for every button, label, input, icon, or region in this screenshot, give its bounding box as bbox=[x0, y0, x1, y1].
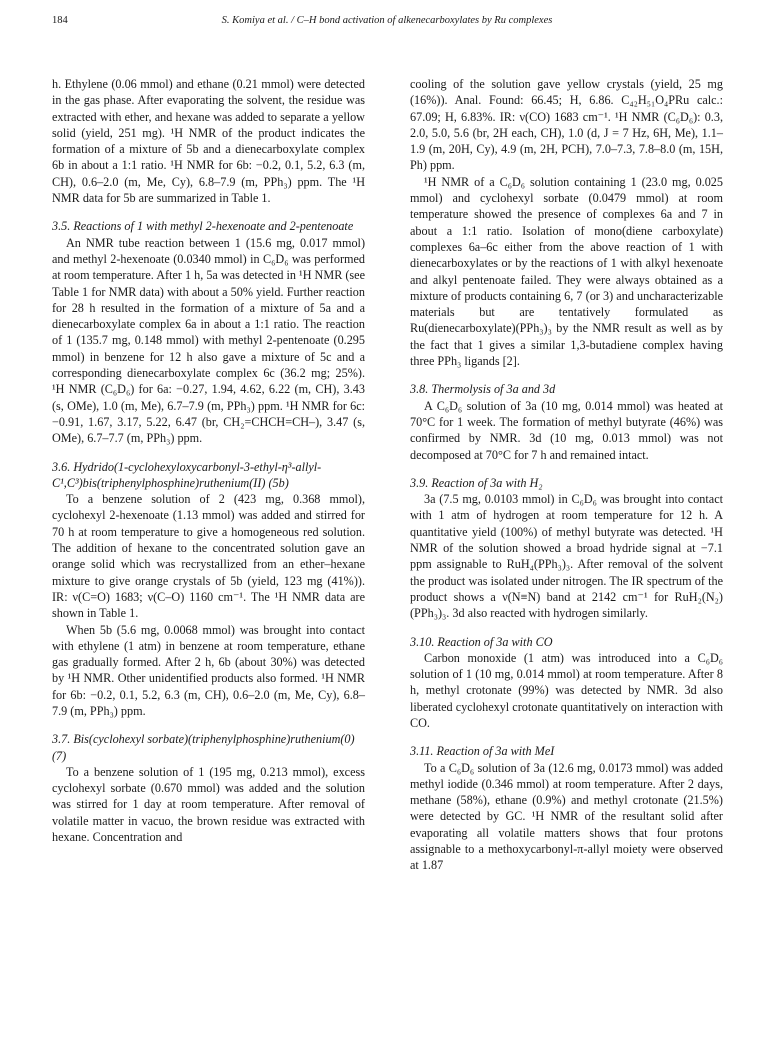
page-number: 184 bbox=[52, 15, 68, 26]
body-paragraph: An NMR tube reaction between 1 (15.6 mg, 0.017 mmol) and methyl 2-hexenoate (0.0340 mmol) in C₆D₆ was performed at room temperature. After 1 h, 5a was detected in ¹H NMR (see Table 1 for NMR data) with about a 50% yield. Further reaction for 28 h resulted in the formation of a mixture of 5a and a dienecarboxylate complex 6a in about a 1:1 ratio. The reaction of 1 (135.7 mg, 0.148 mmol) with methyl 2-pentenoate (0.295 mmol) in benzene for 12 h also gave a mixture of 5c and a corresponding dienecarboxylate complex 6c (36.2 mg; 25%). ¹H NMR (C₆D₆) for 6a: −0.27, 1.94, 4.62, 6.22 (m, CH), 3.43 (s, OMe), 1.0 (m, Me), 6.7–7.9 (m, PPh₃) ppm. ¹H NMR for 6c: −0.91, 1.67, 3.17, 5.22, 6.47 (br, CH₂=CHCH=CH–), 3.47 (s, OMe), 6.7–7.7 (m, PPh₃) ppm. bbox=[52, 235, 365, 446]
page-header bbox=[52, 15, 722, 35]
left-column bbox=[52, 76, 365, 845]
body-paragraph: To a benzene solution of 2 (423 mg, 0.368 mmol), cyclohexyl 2-hexenoate (1.13 mmol) was added and stirred for 70 h at room temperature to give a homogeneous red solution. The addition of hexane to the concentrated solution gave an orange solid which was recrystallized from an ether–hexane mixture to give orange crystals of 5b (yield, 123 mg (41%)). IR: ν(C=O) 1683; ν(C–O) 1160 cm⁻¹. The ¹H NMR data are shown in Table 1. bbox=[52, 492, 365, 621]
body-paragraph: To a benzene solution of 1 (195 mg, 0.213 mmol), excess cyclohexyl sorbate (0.670 mmol) was added and the solution was stirred for 1 day at room temperature. After removal of volatile matter in vacuo, the brown residue was extracted with hexane. Concentration and bbox=[52, 764, 365, 845]
body-paragraph: To a C₆D₆ solution of 3a (12.6 mg, 0.0173 mmol) was added methyl iodide (0.346 mmol) at room temperature. After 2 days, methane (58%), ethane (0.9%) and methyl crotonate (21.5%) were detected by GC. ¹H NMR of the resultant solid after evaporating all volatile matters shows that four protons assignable to a methoxycarbonyl-π-allyl moiety were observed at 1.87 bbox=[410, 760, 723, 873]
section-heading: 3.5. Reactions of 1 with methyl 2-hexenoate and 2-pentenoate bbox=[52, 219, 354, 234]
body-paragraph: 3a (7.5 mg, 0.0103 mmol) in C₆D₆ was brought into contact with 1 atm of hydrogen at room temperature for 12 h. A quantitative yield (100%) of methyl butyrate was detected. ¹H NMR of the solution showed a broad hydride signal at −7.1 ppm assignable to RuH₄(PPh₃)₃. After removal of the solvent the product was isolated under nitrogen. The IR spectrum of the product shows a ν(N≡N) band at 2142 cm⁻¹ for RuH₂(N₂)(PPh₃)₃. 3d also reacted with hydrogen similarly. bbox=[410, 492, 723, 621]
section-heading: 3.9. Reaction of 3a with H₂ bbox=[410, 475, 543, 490]
section-heading: 3.6. Hydrido(1-cyclohexyloxycarbonyl-3-ethyl-η³-allyl-C¹,C³)bis(triphenylphosphine)ruthenium(II) (5b) bbox=[52, 459, 322, 490]
body-paragraph: h. Ethylene (0.06 mmol) and ethane (0.21 mmol) were detected in the gas phase. After evaporating the solvent, the residue was extracted with ether, and hexane was added to separate a yellow solid (yield, 251 mg). ¹H NMR of the product indicates the formation of a mixture of 5b and a dienecarboxylate complex 6b in about a 1:1 ratio. ¹H NMR for 6b: −0.2, 0.1, 5.2, 6.3 (m, CH), 0.6–2.0 (m, Me, Cy), 6.8–7.9 (m, PPh₃) ppm. The ¹H NMR data for 5b are summarized in Table 1. bbox=[52, 77, 365, 206]
right-column bbox=[410, 76, 723, 874]
body-paragraph: Carbon monoxide (1 atm) was introduced into a C₆D₆ solution of 1 (10 mg, 0.014 mmol) at room temperature. After 8 h, methyl crotonate (99%) was detected by NMR. 3d also liberated cyclohexyl crotonate quantitatively on interaction with CO. bbox=[410, 650, 723, 730]
section-heading: 3.11. Reaction of 3a with MeI bbox=[410, 744, 555, 759]
section-heading: 3.7. Bis(cyclohexyl sorbate)(triphenylphosphine)ruthenium(0) (7) bbox=[52, 732, 355, 763]
running-head: S. Komiya et al. / C–H bond activation of alkenecarboxylates by Ru complexes bbox=[221, 15, 553, 26]
body-paragraph: When 5b (5.6 mg, 0.0068 mmol) was brought into contact with ethylene (1 atm) in benzene at room temperature, ethane gas gradually formed. After 2 h, 6b (about 30%) was detected by ¹H NMR. Other unidentified products also formed. ¹H NMR for 6b: −0.2, 0.1, 5.2, 6.3 (m, CH), 0.6–2.0 (m, Me, Cy), 6.8–7.9 (m, PPh₃) ppm. bbox=[52, 622, 365, 718]
body-paragraph: A C₆D₆ solution of 3a (10 mg, 0.014 mmol) was heated at 70°C for 1 week. The formation of methyl butyrate (46%) was confirmed by NMR. 3d (10 mg, 0.013 mmol) was not decomposed at 70°C for 7 h and remained intact. bbox=[410, 398, 723, 462]
body-paragraph: ¹H NMR of a C₆D₆ solution containing 1 (23.0 mg, 0.025 mmol) and cyclohexyl sorbate (0.0479 mmol) at room temperature showed the presence of complexes 6a and 7 in about a 1:1 ratio. Isolation of mono(diene carboxylate) complexes 6a–6c either from the above reaction of 1 with dienecarboxylates or by the reactions of 1 with alkyl hexenoate and alkyl pentenoate failed. They were always obtained as a mixture of products containing 6, 7 (or 3) and uncharacterizable materials but are tentatively formulated as Ru(dienecarboxylate)(PPh₃)₃ by the NMR result as well as by the fact that 1 gives a similar 1,3-butadiene complex having three PPh₃ ligands [2]. bbox=[410, 174, 723, 369]
section-heading: 3.10. Reaction of 3a with CO bbox=[410, 634, 553, 649]
body-paragraph: cooling of the solution gave yellow crystals (yield, 25 mg (16%)). Anal. Found: 66.45; H, 6.86. C₄₂H₅₁O₄PRu calc.: 67.09; H, 6.83%. IR: ν(CO) 1683 cm⁻¹. ¹H NMR (C₆D₆): 0.3, 2.0, 5.0, 5.6 (br, 2H each, CH), 1.0 (d, J = 7 Hz, 6H, Me), 1.1–1.9 (m, 20H, Cy), 4.9 (m, 2H, PCH), 7.0–7.3, 7.8–8.0 (m, 15H, Ph) ppm. bbox=[410, 77, 723, 173]
section-heading: 3.8. Thermolysis of 3a and 3d bbox=[410, 382, 556, 397]
